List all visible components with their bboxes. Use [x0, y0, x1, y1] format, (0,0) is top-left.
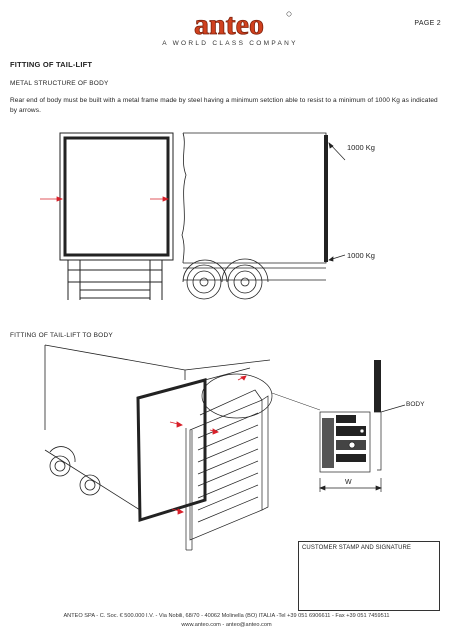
detail-callout-leader [272, 393, 320, 410]
load-label-top: 1000 Kg [347, 143, 375, 152]
tail-lift-arrows [170, 376, 246, 514]
instruction-paragraph: Rear end of body must be built with a metal frame made by steel having a minimum setction able to resist to a minimum of 1000 Kg as indicated by arrows. [10, 97, 438, 114]
load-label-bottom: 1000 Kg [347, 251, 375, 260]
tail-lift-platform [186, 390, 268, 550]
logo-tagline: A WORLD CLASS COMPANY [162, 40, 298, 47]
page-number: PAGE 2 [414, 20, 441, 27]
detail-section-drawing [320, 360, 405, 492]
detail-callout-circle [202, 374, 272, 418]
footer-contact: www.anteo.com - anteo@anteo.com [181, 621, 272, 628]
footer-company-info: ANTEO SPA - C. Soc. € 500.000 I.V. - Via Nobili, 68/70 - 40062 Molinella (BO) ITALIA -Tel +39 051 6906611 - Fax +39 051 7459511 [63, 613, 390, 619]
stamp-label: CUSTOMER STAMP AND SIGNATURE [302, 545, 412, 551]
page-footer [0, 612, 453, 629]
label-width-w: W [345, 479, 352, 486]
logo-text: anteo [194, 8, 264, 41]
label-body: BODY [406, 401, 425, 408]
section-title-fitting-to-body: FITTING OF TAIL-LIFT TO BODY [10, 332, 113, 339]
section-title-fitting: FITTING OF TAIL-LIFT [10, 60, 93, 69]
section-subtitle-metal-structure: METAL STRUCTURE OF BODY [10, 80, 109, 87]
customer-stamp-box [298, 541, 440, 611]
